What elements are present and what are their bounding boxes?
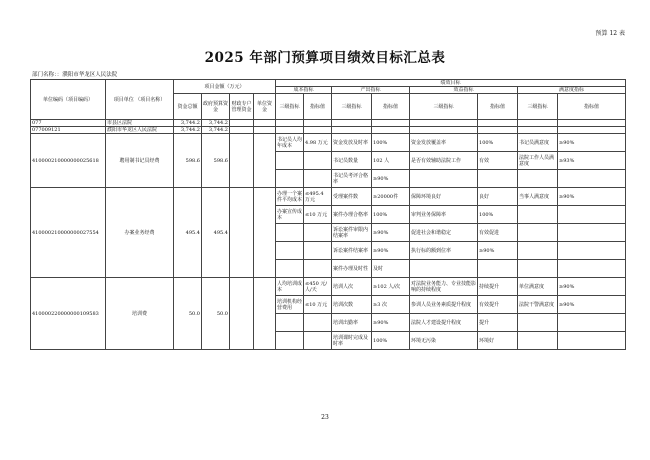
summary-total: 3,744.2 [174,127,202,134]
summary-empty-cell [478,127,518,134]
cost-value [304,332,332,350]
satisfaction-indicator [518,242,558,260]
satisfaction-value [558,206,626,224]
project-fiscal-special [230,278,254,350]
satisfaction-indicator: 当事人满意度 [518,188,558,206]
cost-indicator: 办理一个案件平均成本 [276,188,304,206]
effect-value: 有效提升 [478,296,518,314]
effect-value [478,170,518,188]
summary-empty-cell [558,127,626,134]
summary-name: 市县区法院 [106,120,174,127]
cost-indicator [276,260,304,278]
satisfaction-indicator [518,206,558,224]
effect-value [478,260,518,278]
effect-value: 良好 [478,188,518,206]
header-satisfaction-group: 满意度指标 [518,87,626,94]
project-name: 办案业务经费 [106,188,174,278]
header-cost-value: 指标值 [304,94,332,120]
summary-empty-cell [254,127,276,134]
output-value: ≥90% [372,170,410,188]
header-effect-level3: 三级指标 [410,94,478,120]
satisfaction-value: ≥90% [558,296,626,314]
effect-indicator: 资金发放覆盖率 [410,134,478,152]
project-fiscal-special [230,188,254,278]
summary-empty-cell [410,120,478,127]
summary-name: 濮阳市华龙区人民法院 [106,127,174,134]
cost-value: 4.98 万元 [304,134,332,152]
cost-value: ≤495.4 万元 [304,188,332,206]
satisfaction-value: ≥93% [558,152,626,170]
output-value: ≥102 人/次 [372,278,410,296]
satisfaction-value: ≥90% [558,278,626,296]
summary-empty-cell [276,127,304,134]
satisfaction-indicator: 书记员满意度 [518,134,558,152]
project-unit-funds [254,188,276,278]
output-indicator: 受理案件数 [332,188,372,206]
effect-value: 有效 [478,152,518,170]
output-indicator: 书记员考评合格率 [332,170,372,188]
summary-empty-cell [304,127,332,134]
satisfaction-indicator [518,260,558,278]
summary-empty-cell [410,127,478,134]
satisfaction-value [558,332,626,350]
effect-indicator: 环境无污染 [410,332,478,350]
output-value: 及时 [372,260,410,278]
header-output-value: 指标值 [372,94,410,120]
project-code: 410000220000000109583 [31,278,106,350]
project-gov: 598.6 [202,134,230,188]
satisfaction-indicator [518,170,558,188]
output-indicator: 诉讼案件结案率 [332,242,372,260]
effect-value: 提升 [478,314,518,332]
project-line-row [31,188,626,206]
satisfaction-value [558,260,626,278]
cost-indicator [276,242,304,260]
header-unit-code: 单位编码（项目编码） [31,80,106,120]
project-gov: 50.0 [202,278,230,350]
effect-value: 100% [478,206,518,224]
cost-value [304,224,332,242]
cost-indicator: 书记员人均年成本 [276,134,304,152]
effect-value: 环境好 [478,332,518,350]
output-value: ≥20000件 [372,188,410,206]
summary-gov: 3,744.2 [202,127,230,134]
effect-indicator: 保障环境良好 [410,188,478,206]
cost-indicator [276,224,304,242]
project-gov: 495.4 [202,188,230,278]
output-value: 100% [372,206,410,224]
cost-indicator: 人均培训成本 [276,278,304,296]
summary-empty-cell [372,120,410,127]
summary-empty-cell [372,127,410,134]
cost-value [304,314,332,332]
satisfaction-value [558,170,626,188]
project-name: 培训费 [106,278,174,350]
output-value: 100% [372,332,410,350]
project-code: 410000210000000025618 [31,134,106,188]
header-cost-level3: 三级指标 [276,94,304,120]
header-cost-group: 成本指标 [276,87,332,94]
output-indicator: 案件办理及时性 [332,260,372,278]
satisfaction-indicator: 法院工作人员满意度 [518,152,558,170]
cost-indicator [276,152,304,170]
header-unit-funds: 单位资金 [254,94,276,120]
summary-code: 077 [31,120,106,127]
output-indicator: 书记员数量 [332,152,372,170]
summary-empty-cell [230,120,254,127]
output-value: ≥90% [372,224,410,242]
table-tag: 预算 12 表 [595,30,625,37]
output-indicator: 诉讼案件审限内结案率 [332,224,372,242]
satisfaction-value: ≥90% [558,134,626,152]
effect-value: 有效促进 [478,224,518,242]
summary-empty-cell [518,120,558,127]
output-value: ≥3 次 [372,296,410,314]
header-satisfaction-level3: 三级指标 [518,94,558,120]
output-value: ≥90% [372,242,410,260]
header-row-1 [31,80,626,87]
project-fiscal-special [230,134,254,188]
effect-value: 持续提升 [478,278,518,296]
cost-value [304,170,332,188]
summary-empty-cell [332,127,372,134]
summary-row [31,127,626,134]
header-effect-value: 指标值 [478,94,518,120]
header-perf-group: 绩效目标 [276,80,626,87]
cost-value [304,260,332,278]
header-output-group: 产出指标 [332,87,410,94]
satisfaction-value [558,242,626,260]
summary-empty-cell [276,120,304,127]
satisfaction-indicator [518,314,558,332]
project-total: 50.0 [174,278,202,350]
output-indicator: 培训次数 [332,296,372,314]
summary-empty-cell [478,120,518,127]
project-line-row [31,278,626,296]
satisfaction-indicator: 法院干警满意度 [518,296,558,314]
project-total: 495.4 [174,188,202,278]
page-number: 23 [321,414,329,421]
satisfaction-value [558,314,626,332]
effect-value: 100% [478,134,518,152]
header-total: 资金总额 [174,94,202,120]
cost-value [304,152,332,170]
summary-empty-cell [518,127,558,134]
cost-value: ≤450 元/人/天 [304,278,332,296]
project-code: 410000210000000027554 [31,188,106,278]
header-fiscal-special: 财政专户管理资金 [230,94,254,120]
cost-value: ≤10 万元 [304,206,332,224]
cost-indicator [276,332,304,350]
cost-indicator: 培训机构经营费用 [276,296,304,314]
cost-indicator [276,314,304,332]
summary-gov: 3,744.2 [202,120,230,127]
effect-indicator: 是否有效辅助法院工作 [410,152,478,170]
output-value: 100% [372,134,410,152]
project-unit-funds [254,134,276,188]
effect-indicator: 促进社会和谐稳定 [410,224,478,242]
summary-empty-cell [254,120,276,127]
effect-indicator: 参训人员业务素质提升程度 [410,296,478,314]
output-indicator: 培训人次 [332,278,372,296]
effect-indicator: 对法院业务能力、专业技能影响的持续程度 [410,278,478,296]
output-value: 102 人 [372,152,410,170]
summary-empty-cell [304,120,332,127]
header-satisfaction-value: 指标值 [558,94,626,120]
satisfaction-indicator [518,224,558,242]
header-gov-budget: 政府预算资金 [202,94,230,120]
cost-value [304,242,332,260]
header-output-level3: 三级指标 [332,94,372,120]
satisfaction-indicator [518,332,558,350]
cost-value: ≤10 万元 [304,296,332,314]
summary-row [31,120,626,127]
project-total: 598.6 [174,134,202,188]
effect-value: ≥90% [478,242,518,260]
summary-code: 077009121 [31,127,106,134]
header-unit-name: 项目单位 （项目名称） [106,80,174,120]
effect-indicator: 执行标的额到位率 [410,242,478,260]
output-indicator: 资金发放及时率 [332,134,372,152]
summary-empty-cell [332,120,372,127]
project-name: 聘用制书记员经费 [106,134,174,188]
effect-indicator: 法院人才建设提升程度 [410,314,478,332]
cost-indicator [276,170,304,188]
effect-indicator: 审判业务保障率 [410,206,478,224]
project-line-row [31,134,626,152]
satisfaction-indicator: 单位满意度 [518,278,558,296]
summary-total: 3,744.2 [174,120,202,127]
performance-table [30,79,626,350]
satisfaction-value [558,224,626,242]
output-indicator: 案件办理合格率 [332,206,372,224]
cost-indicator: 办案宣传成本 [276,206,304,224]
effect-indicator [410,170,478,188]
output-value: ≥90% [372,314,410,332]
header-amount-group: 项目金额（万元） [174,80,276,94]
project-unit-funds [254,278,276,350]
output-indicator: 培训出勤率 [332,314,372,332]
page-title: 2025 年部门预算项目绩效目标汇总表 [204,50,446,66]
department-label: 部门名称：：濮阳市华龙区人民法院 [32,72,118,78]
satisfaction-value: ≥90% [558,188,626,206]
effect-indicator [410,260,478,278]
summary-empty-cell [558,120,626,127]
output-indicator: 培训课时完成及时率 [332,332,372,350]
header-effect-group: 效益指标 [410,87,518,94]
summary-empty-cell [230,127,254,134]
